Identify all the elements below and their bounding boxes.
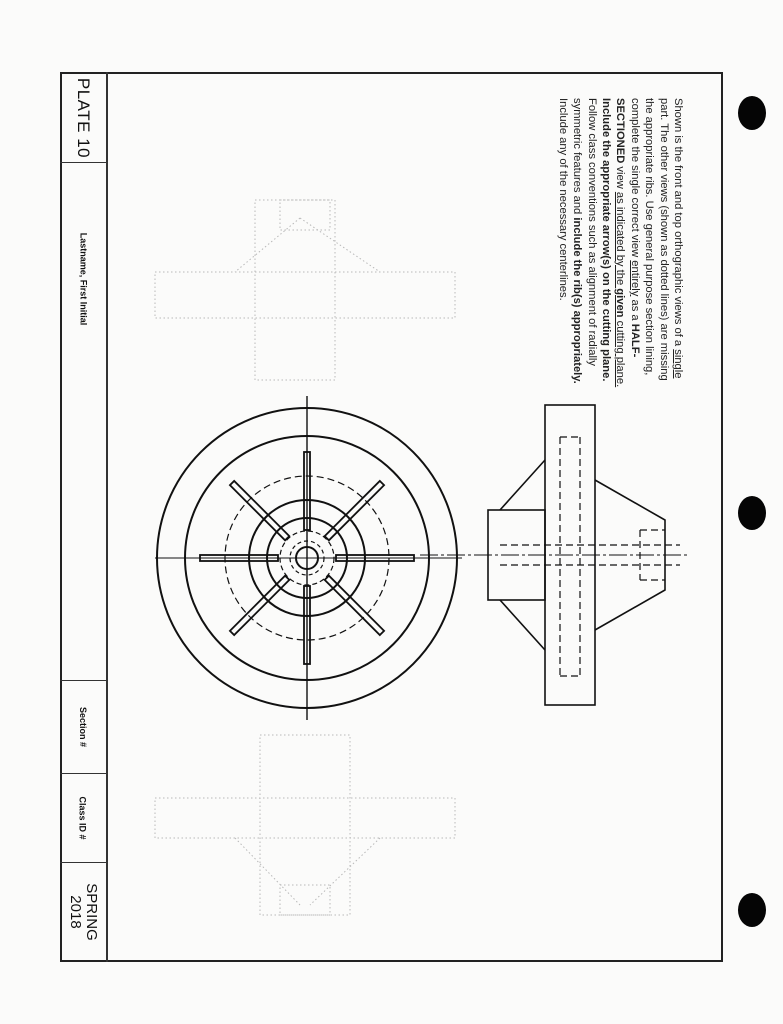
instr-part-3: as a [628, 296, 641, 324]
instr-part-7: Include any of the necessary centerlines. [556, 98, 569, 301]
dotted-lower-view [155, 735, 455, 915]
instr-part-1: Shown is the front and top orthographic views of a [672, 98, 684, 350]
dotted-lower-hub [260, 735, 350, 915]
front-hidden-lines [500, 437, 680, 676]
dotted-upper-cone [235, 218, 380, 272]
class-id-field-label: Class ID # [78, 796, 88, 840]
front-view [420, 405, 690, 705]
top-view [155, 396, 462, 720]
term-season: SPRING [83, 883, 101, 941]
instr-cutting-plane: cutting plane. [614, 317, 627, 388]
instr-half-sectioned: HALF-SECTIONED [614, 98, 641, 358]
dotted-upper-hub [255, 200, 335, 380]
instr-part-4: view [614, 163, 627, 192]
plate-number: PLATE 10 [74, 77, 94, 159]
dotted-upper-view [155, 200, 455, 380]
instr-entirely: entirely [628, 260, 641, 297]
dotted-lower-boss [280, 885, 330, 915]
instr-part-6: Follow class conventions such as alignment of radially symmetric features and [571, 98, 598, 367]
instr-include-ribs: include the rib(s) appropriately. [571, 217, 584, 384]
dotted-upper-boss [280, 200, 330, 230]
term-year: 2018 [67, 895, 85, 929]
instr-given: given [614, 288, 627, 318]
instr-part-2: part. The other views (shown as dotted lines) are missing the appropriate ribs. Use general purpose section lining, complete the single correct view [628, 98, 670, 381]
instr-single: single [672, 349, 684, 379]
dotted-lower-flange [155, 798, 455, 838]
dotted-lower-cone [235, 838, 380, 905]
instr-include-arrows: Include the appropriate arrow(s) on the cutting plane. [599, 98, 612, 382]
section-field-label: Section # [77, 706, 88, 748]
instr-as-indicated: as indicated by the [614, 191, 627, 289]
name-field-label: Lastname, First Initial [78, 232, 88, 326]
dotted-upper-flange [155, 272, 455, 318]
